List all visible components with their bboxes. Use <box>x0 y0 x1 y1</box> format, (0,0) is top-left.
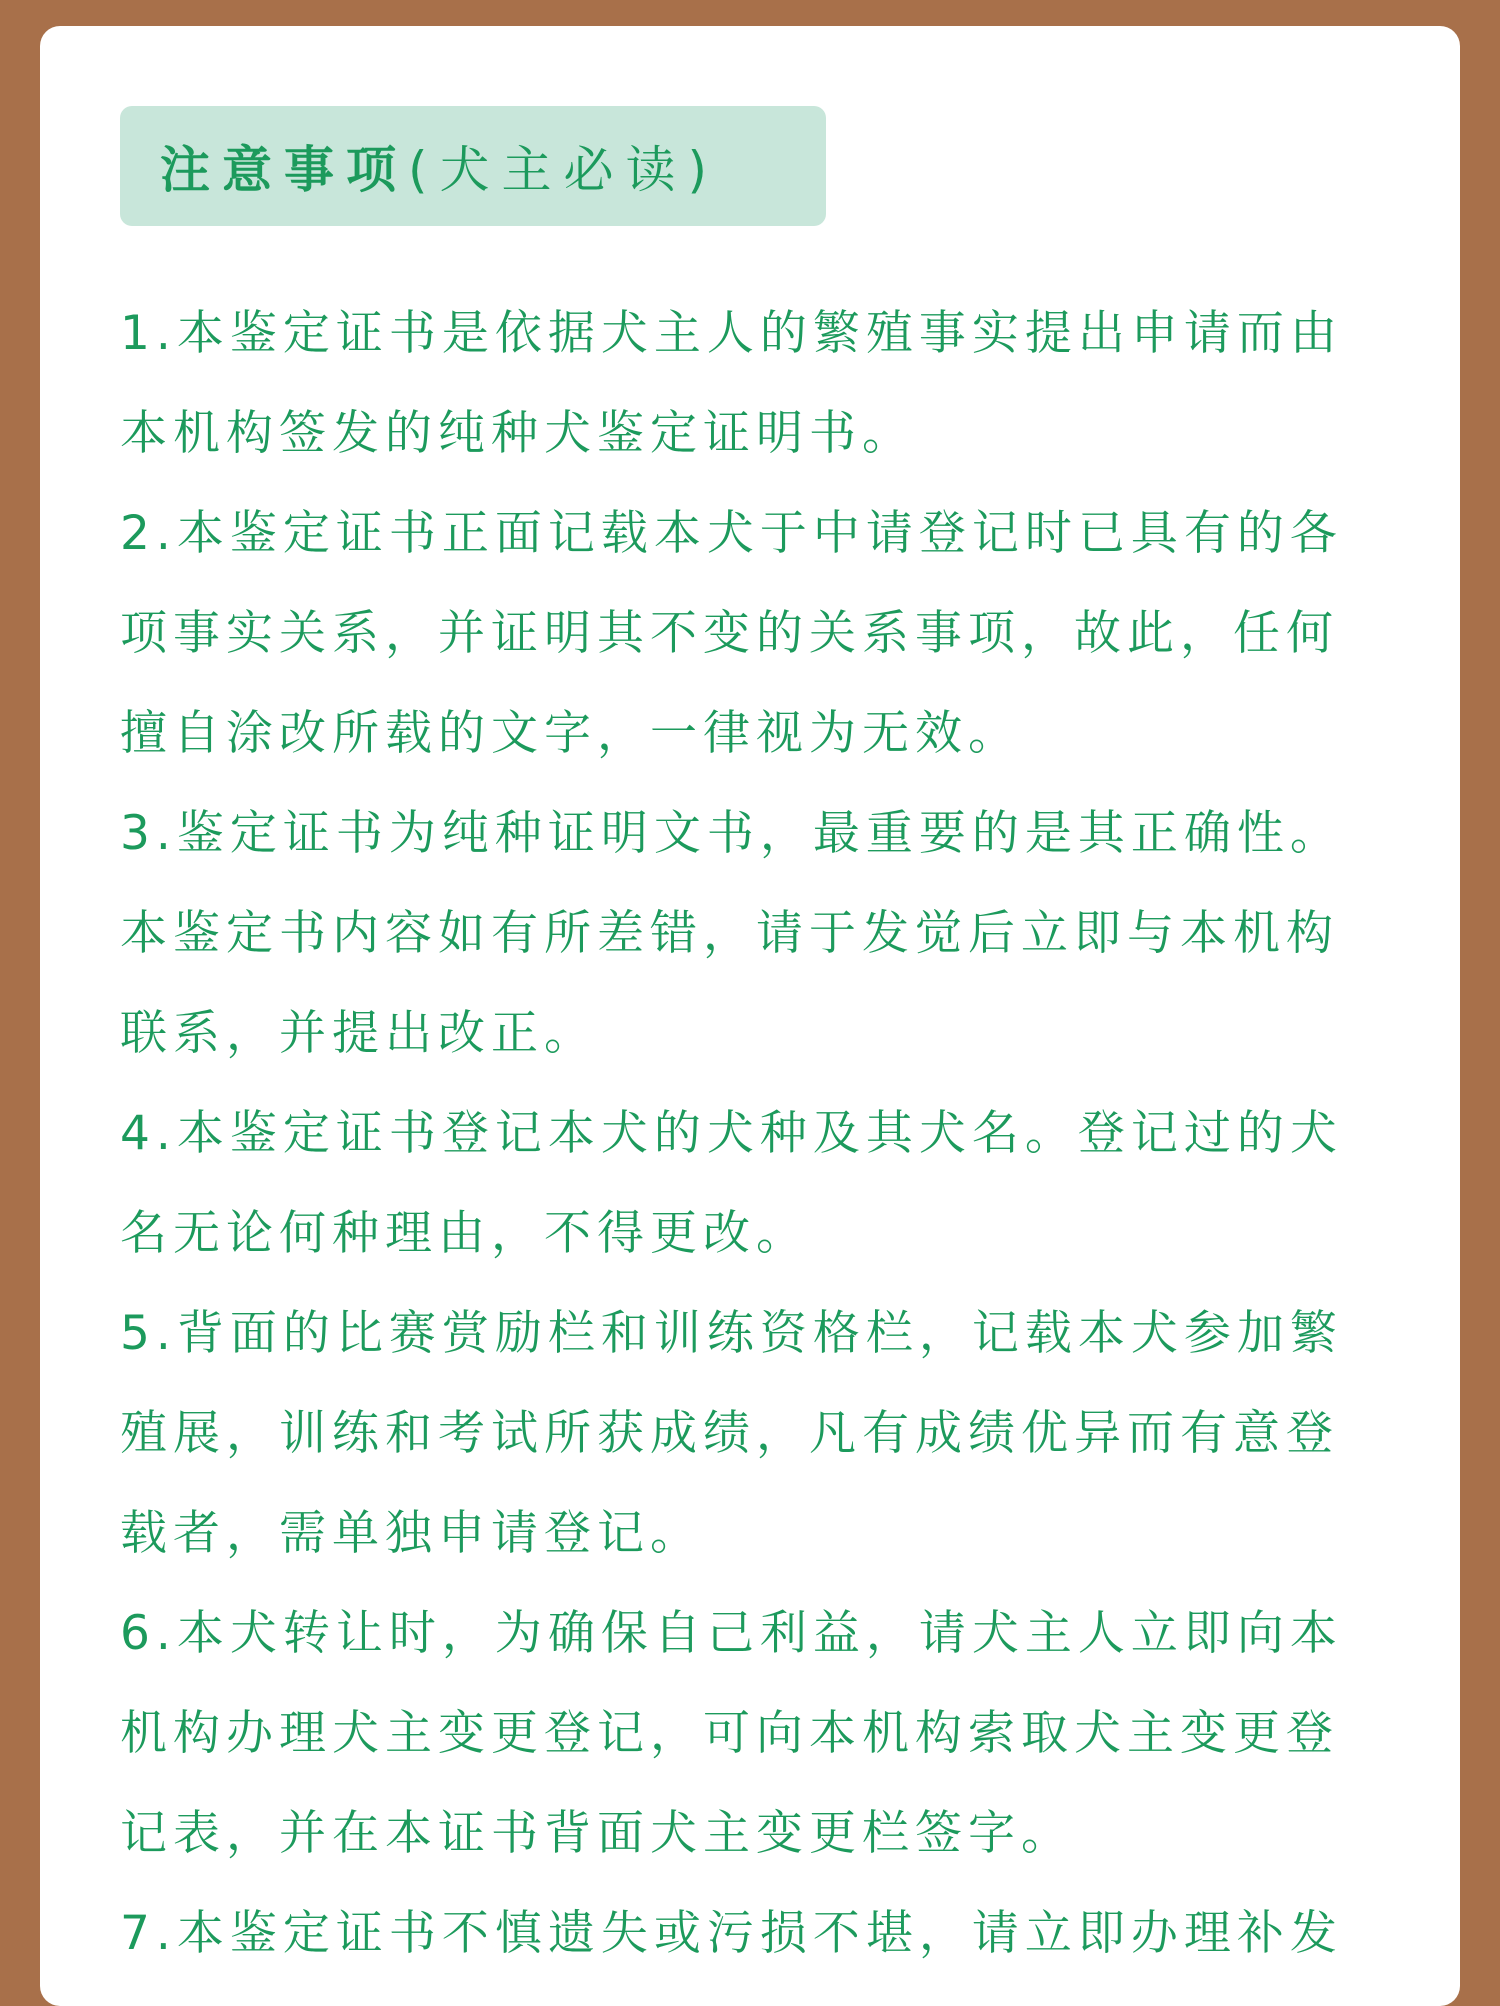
notice-item-2: 2.本鉴定证书正面记载本犬于中请登记时已具有的各 项事实关系，并证明其不变的关系事项，故此，任何 擅自涂改所载的文字，一律视为无效。 <box>120 506 1343 761</box>
notice-title-box <box>120 106 826 226</box>
notice-subtitle: (犬主必读) <box>408 141 720 199</box>
notice-item-1: 1.本鉴定证书是依据犬主人的繁殖事实提出申请而由 本机构签发的纯种犬鉴定证明书。 <box>120 306 1343 461</box>
notice-title: 注意事项 <box>160 141 408 199</box>
notice-list <box>120 284 1420 1984</box>
notice-card <box>40 26 1460 2006</box>
notice-item-6: 6.本犬转让时，为确保自己利益，请犬主人立即向本 机构办理犬主变更登记，可向本机构索取犬主变更登 记表，并在本证书背面犬主变更栏签字。 <box>120 1606 1343 1861</box>
notice-item-4: 4.本鉴定证书登记本犬的犬种及其犬名。登记过的犬 名无论何种理由，不得更改。 <box>120 1106 1343 1261</box>
notice-item-5: 5.背面的比赛赏励栏和训练资格栏，记载本犬参加繁 殖展，训练和考试所获成绩，凡有成绩优异而有意登 载者，需单独申请登记。 <box>120 1306 1343 1561</box>
notice-item-7: 7.本鉴定证书不慎遗失或污损不堪，请立即办理补发 <box>120 1906 1343 1961</box>
notice-item-3: 3.鉴定证书为纯种证明文书，最重要的是其正确性。 本鉴定书内容如有所差错，请于发觉后立即与本机构 联系，并提出改正。 <box>120 806 1343 1061</box>
